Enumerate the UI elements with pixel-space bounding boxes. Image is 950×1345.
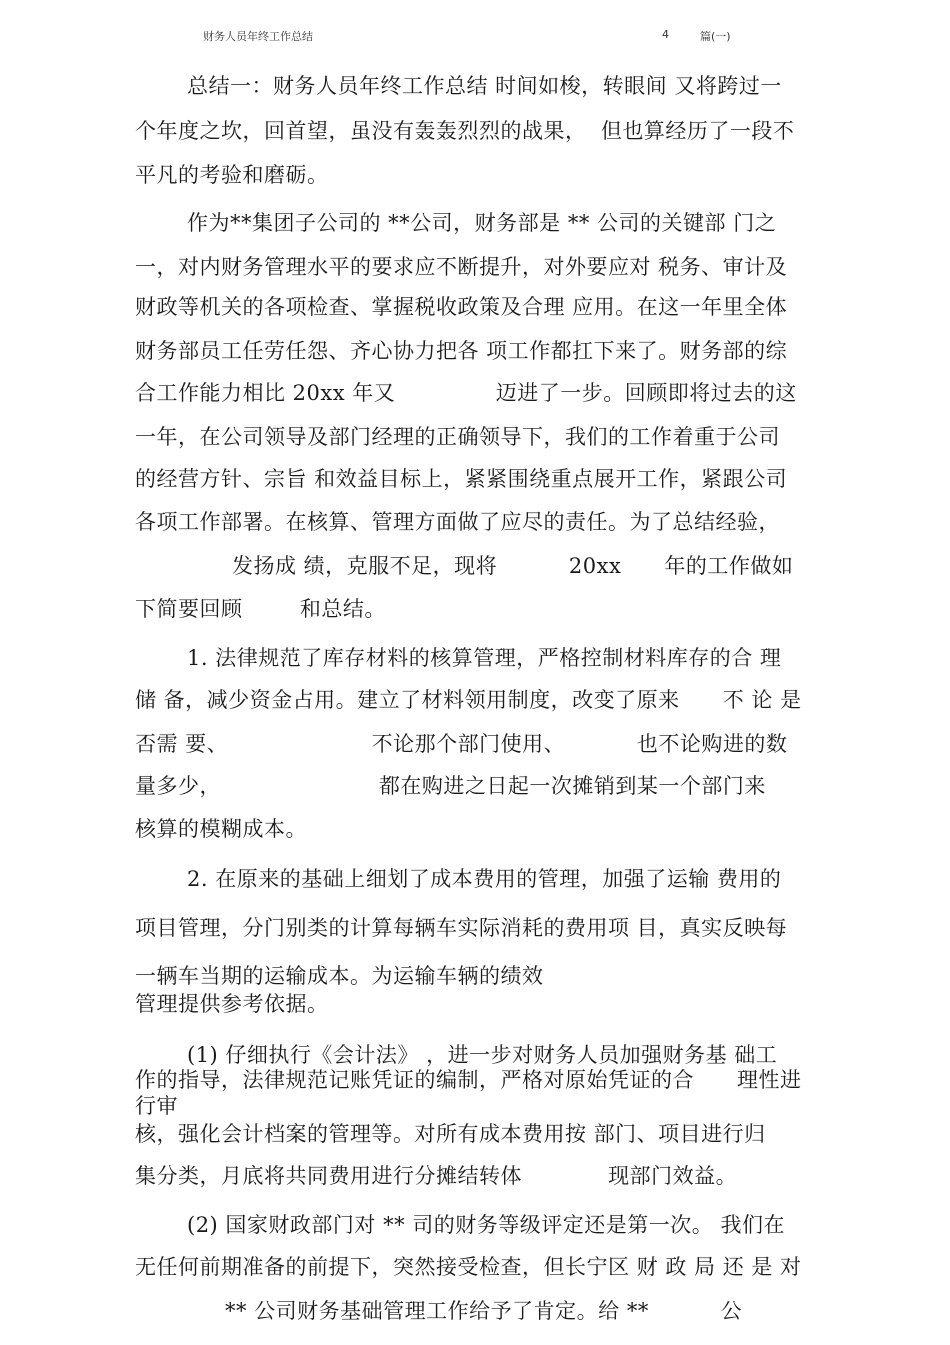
body-line: (1) 仔细执行《会计法》 ，进一步对财务人员加强财务基 础工: [187, 1043, 778, 1067]
body-line: 合工作能力相比 20xx 年又 迈进了一步。回顾即将过去的这: [135, 381, 797, 405]
body-line: 下简要回顾 和总结。: [135, 597, 386, 621]
body-line: 总结一：财务人员年终工作总结 时间如梭，转眼间 又将跨过一: [187, 74, 782, 98]
body-line: 财政等机关的各项检查、掌握税收政策及合理 应用。在这一年里全体: [135, 295, 788, 319]
body-line: 一辆车当期的运输成本。为运输车辆的绩效: [135, 964, 544, 988]
body-line: 集分类，月底将共同费用进行分摊结转体 现部门效益。: [135, 1164, 738, 1188]
body-line: 行审: [135, 1094, 178, 1118]
header-section: 篇(一): [700, 30, 731, 43]
body-line: 的经营方针、宗旨 和效益目标上，紧紧围绕重点展开工作，紧跟公司: [135, 467, 788, 491]
body-line: 1. 法律规范了库存材料的核算管理，严格控制材料库存的合 理: [187, 646, 782, 670]
body-line: 各项工作部署。在核算、管理方面做了应尽的责任。为了总结经验，: [135, 510, 780, 534]
body-line: 否需 要、 不论那个部门使用、 也不论购进的数: [135, 732, 788, 756]
body-line: 管理提供参考依据。: [135, 992, 329, 1016]
body-line: 作为**集团子公司的 **公司，财务部是 ** 公司的关键部 门之: [187, 211, 777, 235]
body-line: 财务部员工任劳任怨、齐心协力把各 项工作都扛下来了。财务部的综: [135, 339, 788, 363]
body-line: 一年，在公司领导及部门经理的正确领导下，我们的工作着重于公司: [135, 425, 780, 449]
body-line: 一，对内财务管理水平的要求应不断提升，对外要应对 税务、审计及: [135, 255, 788, 279]
body-line: 2. 在原来的基础上细划了成本费用的管理，加强了运输 费用的: [187, 867, 782, 891]
body-line: 发扬成 绩，克服不足，现将 20xx 年的工作做如: [232, 554, 794, 578]
body-line: 个年度之坎，回首望，虽没有轰轰烈烈的战果， 但也算经历了一段不: [135, 119, 795, 143]
body-line: 储 备，减少资金占用。建立了材料领用制度，改变了原来 不 论 是: [135, 688, 802, 712]
header-document-title: 财务人员年终工作总结: [203, 30, 313, 43]
body-line: 作的指导，法律规范记账凭证的编制，严格对原始凭证的合 理性进: [135, 1068, 802, 1092]
body-line: (2) 国家财政部门对 ** 司的财务等级评定还是第一次。 我们在: [187, 1213, 785, 1237]
body-line: 无任何前期准备的前提下，突然接受检查，但长宁区 财 政 局 还 是 对: [135, 1255, 802, 1279]
body-line: 核，强化会计档案的管理等。对所有成本费用按 部门、项目进行归: [135, 1122, 766, 1146]
body-line: 平凡的考验和磨砺。: [135, 163, 329, 187]
header-page-number: 4: [662, 28, 669, 41]
body-line: 核算的模糊成本。: [135, 817, 307, 841]
body-line: 项目管理，分门别类的计算每辆车实际消耗的费用项 目，真实反映每: [135, 916, 788, 940]
body-line: ** 公司财务基础管理工作给予了肯定。给 ** 公: [225, 1299, 743, 1323]
body-line: 量多少， 都在购进之日起一次摊销到某一个部门来: [135, 774, 766, 798]
